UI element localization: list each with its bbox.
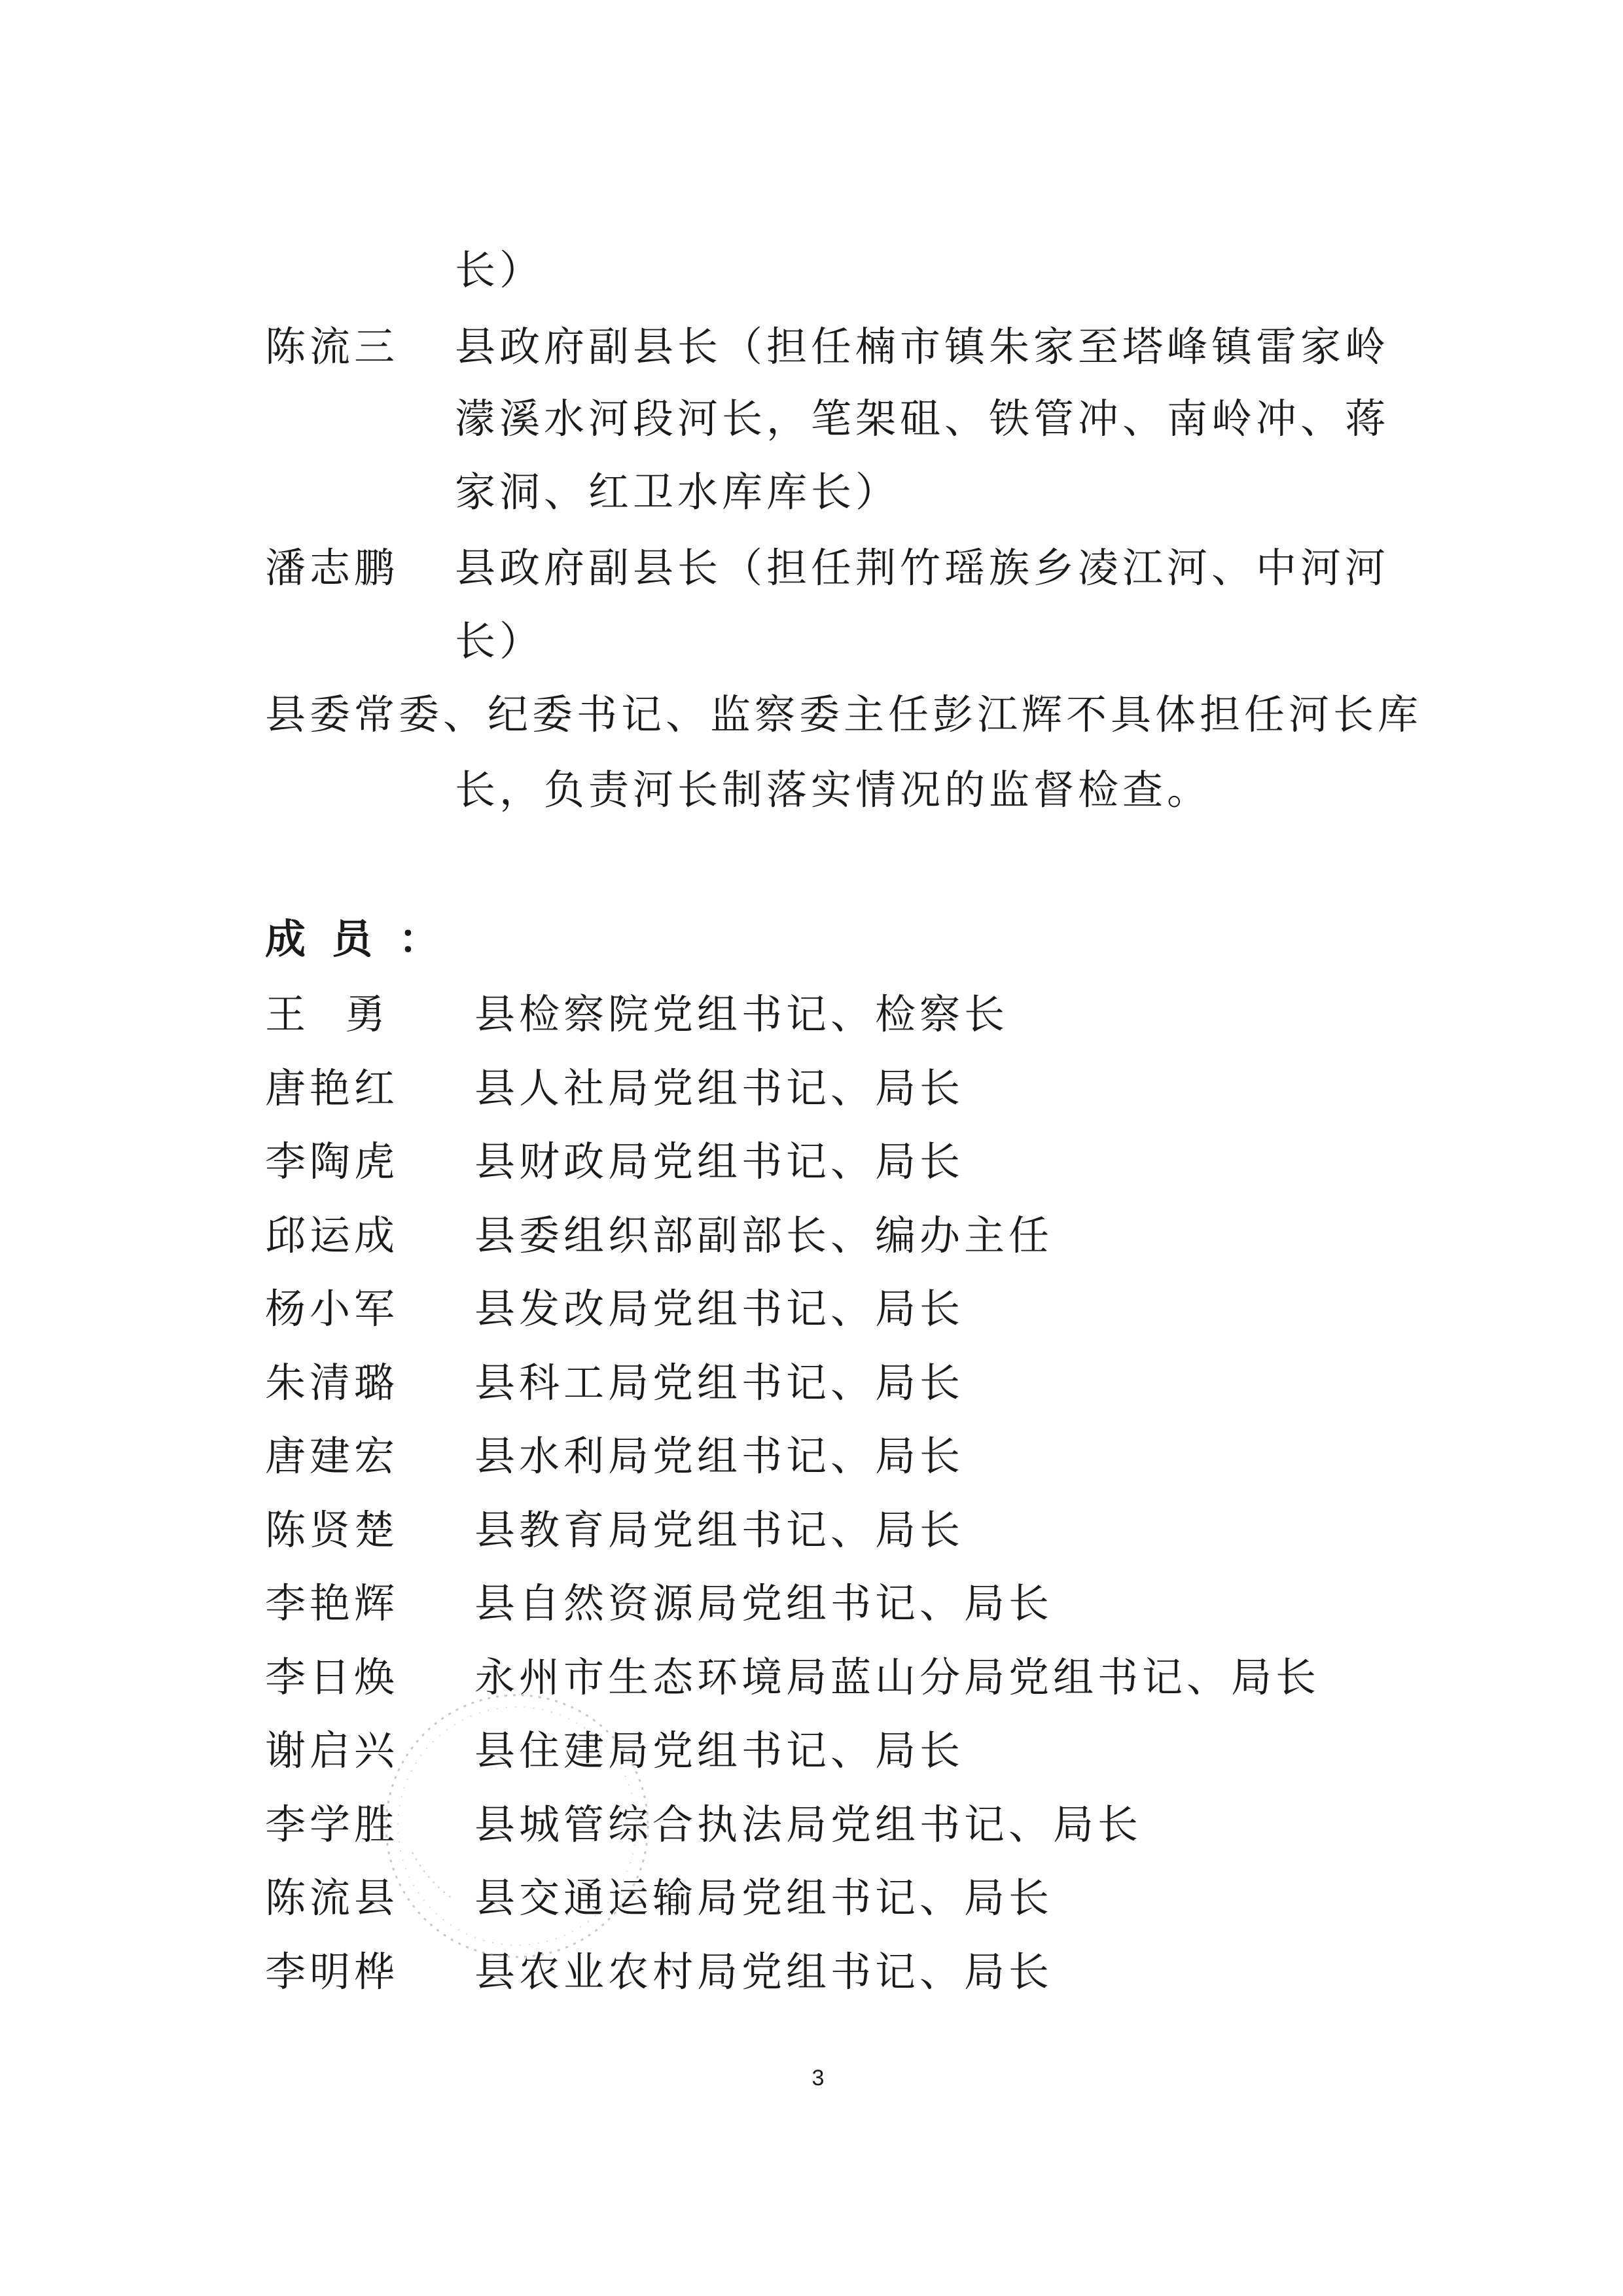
entry-name: 陈流三 bbox=[265, 323, 399, 370]
member-name: 杨小军 bbox=[265, 1285, 399, 1333]
member-title: 县水利局党组书记、局长 bbox=[474, 1432, 965, 1480]
member-name: 李日焕 bbox=[265, 1653, 399, 1701]
member-name: 谢启兴 bbox=[265, 1727, 399, 1774]
member-name: 王勇 bbox=[265, 990, 425, 1038]
entry-role-line: 濛溪水河段河长，笔架砠、铁管冲、南岭冲、蒋 bbox=[455, 395, 1390, 442]
member-name: 陈贤楚 bbox=[265, 1506, 399, 1554]
member-title: 县自然资源局党组书记、局长 bbox=[474, 1579, 1054, 1627]
member-title: 县发改局党组书记、局长 bbox=[474, 1285, 965, 1333]
member-name: 邱运成 bbox=[265, 1211, 399, 1259]
member-name: 唐建宏 bbox=[265, 1432, 399, 1480]
entry-role-line: 长） bbox=[455, 617, 544, 665]
member-title: 县人社局党组书记、局长 bbox=[474, 1064, 965, 1112]
member-title: 县检察院党组书记、检察长 bbox=[474, 990, 1009, 1038]
member-name: 李明桦 bbox=[265, 1948, 399, 1996]
member-name: 唐艳红 bbox=[265, 1064, 399, 1112]
supervision-line: 长，负责河长制落实情况的监督检查。 bbox=[455, 766, 1212, 814]
members-heading: 成员： bbox=[265, 915, 466, 963]
page-number: 3 bbox=[812, 2066, 825, 2090]
member-title: 县财政局党组书记、局长 bbox=[474, 1138, 965, 1185]
entry-role-line: 县政府副县长（担任楠市镇朱家至塔峰镇雷家岭 bbox=[455, 323, 1390, 370]
entry-role-line: 县政府副县长（担任荆竹瑶族乡凌江河、中河河 bbox=[455, 544, 1390, 592]
entry-name: 潘志鹏 bbox=[265, 544, 399, 592]
member-name: 陈流县 bbox=[265, 1874, 399, 1922]
member-name: 朱清璐 bbox=[265, 1359, 399, 1407]
member-title: 县城管综合执法局党组书记、局长 bbox=[474, 1801, 1143, 1848]
member-title: 永州市生态环境局蓝山分局党组书记、局长 bbox=[474, 1653, 1321, 1701]
entry-role-line: 家洞、红卫水库库长） bbox=[455, 468, 901, 516]
supervision-line: 县委常委、纪委书记、监察委主任彭江辉不具体担任河长库 bbox=[265, 691, 1423, 738]
member-name: 李学胜 bbox=[265, 1801, 399, 1848]
member-title: 县农业农村局党组书记、局长 bbox=[474, 1948, 1054, 1996]
member-title: 县教育局党组书记、局长 bbox=[474, 1506, 965, 1554]
member-title: 县科工局党组书记、局长 bbox=[474, 1359, 965, 1407]
continuation-line: 长） bbox=[455, 246, 544, 294]
member-name: 李艳辉 bbox=[265, 1579, 399, 1627]
member-title: 县住建局党组书记、局长 bbox=[474, 1727, 965, 1774]
member-title: 县委组织部副部长、编办主任 bbox=[474, 1211, 1054, 1259]
member-title: 县交通运输局党组书记、局长 bbox=[474, 1874, 1054, 1922]
member-name: 李陶虎 bbox=[265, 1138, 399, 1185]
